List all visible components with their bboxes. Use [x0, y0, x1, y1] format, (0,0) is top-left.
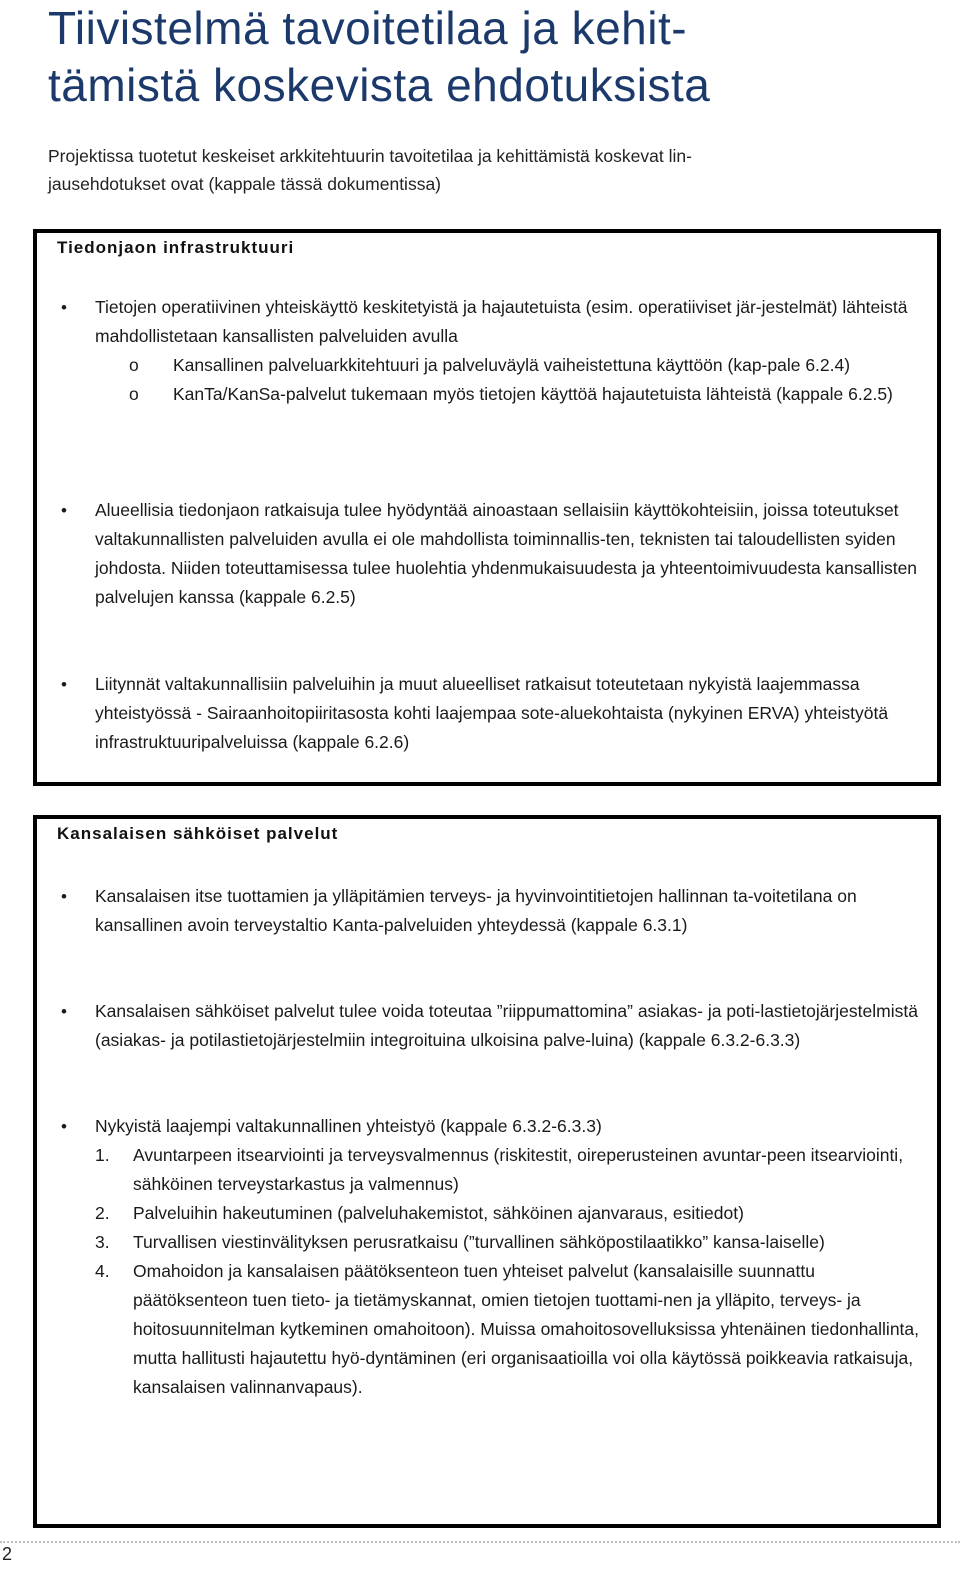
list-item: [57, 882, 927, 940]
title-line-2: tämistä koskevista ehdotuksista: [48, 59, 711, 111]
sub-bullet-text: KanTa/KanSa-palvelut tukemaan myös tietojen käyttöä hajautetuista lähteistä (kappale 6.2.5): [173, 384, 893, 404]
sub-bullet-icon: o: [129, 355, 139, 375]
bullet-icon: •: [61, 1117, 67, 1136]
bullet-icon: •: [61, 298, 67, 317]
intro-paragraph: [48, 142, 898, 198]
bullet-text: Tietojen operatiivinen yhteiskäyttö keskitetyistä ja hajautetuista (esim. operatiiviset jär-jestelmät) lähteistä mahdollistetaan kansallisten palveluiden avulla: [95, 297, 908, 346]
section-box-infrastructure: [33, 229, 941, 786]
section-box-citizen-services: [33, 815, 941, 1528]
bullet-text: Nykyistä laajempi valtakunnallinen yhteistyö (kappale 6.3.2-6.3.3): [95, 1116, 602, 1136]
numbered-item: [95, 1228, 927, 1257]
item-text: Avuntarpeen itsearviointi ja terveysvalmennus (riskitestit, oireperusteinen avuntar-peen itsearviointi, sähköinen terveystarkastus ja valmennus): [133, 1145, 904, 1194]
list-item: [57, 997, 927, 1055]
sub-bullet-icon: o: [129, 384, 139, 404]
list-item: [57, 293, 927, 409]
item-text: Palveluihin hakeutuminen (palveluhakemistot, sähköinen ajanvaraus, esitiedot): [133, 1203, 744, 1223]
list-item: [57, 670, 927, 757]
sub-list-item: [95, 351, 927, 380]
list-item: [57, 496, 927, 612]
bullet-text: Liitynnät valtakunnallisiin palveluihin ja muut alueelliset ratkaisut toteutetaan nykyistä laajemmassa yhteistyössä - Sairaanhoitopiiritasosta kohti laajempaa sote-aluekohtaista (nykyinen ERVA) yhteistyötä infrastruktuuripalveluissa (kappale 6.2.6): [95, 674, 889, 752]
item-number: 1.: [95, 1145, 110, 1165]
page-title: [48, 0, 928, 114]
item-number: 4.: [95, 1261, 110, 1281]
numbered-item: [95, 1199, 927, 1228]
list-item: [57, 1112, 927, 1402]
item-number: 3.: [95, 1232, 110, 1252]
title-line-1: Tiivistelmä tavoitetilaa ja kehit-: [48, 2, 688, 54]
bullet-text: Kansalaisen itse tuottamien ja ylläpitämien terveys- ja hyvinvointitietojen hallinnan ta-voitetilana on kansallinen avoin terveystaltio Kanta-palveluiden yhteydessä (kappale 6.3.1): [95, 886, 857, 935]
bullet-text: Kansalaisen sähköiset palvelut tulee voida toteutaa ”riippumattomina” asiakas- ja poti-lastietojärjestelmistä (asiakas- ja potilastietojärjestelmiin integroituina ulkoisina palve-luina) (kappale 6.3.2-6.3.3): [95, 1001, 918, 1050]
item-number: 2.: [95, 1203, 110, 1223]
sub-bullet-text: Kansallinen palveluarkkitehtuuri ja palveluväylä vaiheistettuna käyttöön (kap-pale 6.2.4): [173, 355, 851, 375]
page-number: 2: [2, 1544, 13, 1564]
bullet-icon: •: [61, 887, 67, 906]
intro-line-1: Projektissa tuotetut keskeiset arkkitehtuurin tavoitetilaa ja kehittämistä koskevat lin-: [48, 146, 692, 166]
intro-line-2: jausehdotukset ovat (kappale tässä dokumentissa): [48, 174, 442, 194]
bullet-text: Alueellisia tiedonjaon ratkaisuja tulee hyödyntää ainoastaan sellaisiin käyttökohteisiin, joissa toteutukset valtakunnallisten palveluiden avulla ei ole mahdollista toiminnallis-ten, teknisten tai taloudellisten syiden johdosta. Niiden toteuttamisessa tulee huolehtia yhdenmukaisuudesta ja yhteentoimivuudesta kansallisten palvelujen kanssa (kappale 6.2.5): [95, 500, 918, 607]
numbered-item: [95, 1141, 927, 1199]
section-heading: Kansalaisen sähköiset palvelut: [57, 824, 339, 843]
bullet-icon: •: [61, 1002, 67, 1021]
footer-divider: [0, 1541, 960, 1543]
section-heading: Tiedonjaon infrastruktuuri: [57, 238, 295, 257]
item-text: Turvallisen viestinvälityksen perusratkaisu (”turvallinen sähköpostilaatikko” kansa-laiselle): [133, 1232, 825, 1252]
bullet-icon: •: [61, 675, 67, 694]
bullet-icon: •: [61, 501, 67, 520]
numbered-item: [95, 1257, 927, 1402]
item-text: Omahoidon ja kansalaisen päätöksenteon tuen yhteiset palvelut (kansalaisille suunnattu päätöksenteon tuen tieto- ja tietämyskannat, omien tietojen tuottami-nen ja ylläpito, terveys- ja hoitosuunnitelman kytkeminen omahoitoon). Muissa omahoitosovelluksissa yhtenäinen tiedonhallinta, mutta hallitusti hajautettu hyö-dyntäminen (eri organisaatioilla voi olla käytössä poikkeavia ratkaisuja, kansalaisen valinnanvapaus).: [133, 1261, 920, 1397]
sub-list-item: [95, 380, 927, 409]
